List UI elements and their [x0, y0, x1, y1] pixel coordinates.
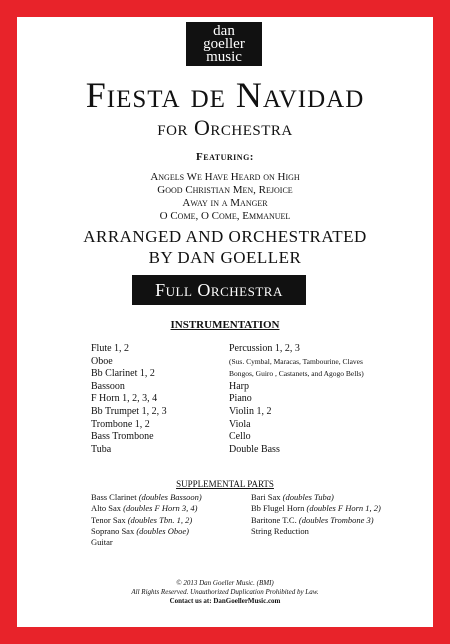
supplemental-item: [91, 526, 202, 537]
instrument-list-left: [91, 343, 167, 456]
percussion-detail: (Sus. Cymbal, Maracas, Tambourine, Claves: [229, 356, 363, 366]
supplemental-item: [251, 526, 381, 537]
part-name: Bass Clarinet: [91, 492, 137, 502]
instrument-item: Harp: [229, 380, 249, 392]
instrument-item: Trombone 1, 2: [91, 418, 150, 430]
rights-line: All Rights Reserved. Unauthorized Duplication Prohibited by Law.: [131, 588, 319, 596]
song-item: Good Christian Men, Rejoice: [157, 184, 293, 196]
instrument-item: F Horn 1, 2, 3, 4: [91, 393, 158, 405]
part-name: Baritone T.C.: [251, 514, 297, 525]
cover-page: [17, 17, 433, 627]
instrument-item: Viola: [229, 418, 251, 430]
part-note: (doubles F Horn 1, 2): [306, 503, 381, 514]
song-item: Angels We Have Heard on High: [150, 171, 300, 183]
supplemental-item: [251, 515, 381, 526]
supplemental-item: [251, 492, 381, 503]
instrument-item: Percussion 1, 2, 3: [229, 343, 300, 354]
part-name: Tenor Sax: [91, 514, 126, 525]
page-title: Fiesta de Navidad: [85, 75, 365, 115]
part-name: Bari Sax: [251, 492, 281, 502]
supplemental-item: [91, 537, 202, 548]
part-note: (doubles F Horn 3, 4): [123, 503, 198, 514]
publisher-logo: [186, 22, 262, 66]
part-note: (doubles Bassoon): [138, 492, 202, 502]
instrument-item: Violin 1, 2: [229, 405, 272, 417]
part-name: Guitar: [91, 537, 113, 548]
instrument-item: Double Bass: [229, 443, 280, 455]
instrument-item: Piano: [229, 393, 252, 405]
part-note: (doubles Tuba): [282, 492, 334, 502]
instrument-item: Bassoon: [91, 380, 125, 392]
instrument-item: Tuba: [91, 443, 112, 455]
page-subtitle: for Orchestra: [157, 115, 293, 140]
supplemental-item: [91, 492, 202, 503]
supplemental-heading: SUPPLEMENTAL PARTS: [176, 479, 274, 489]
supplemental-item: [91, 515, 202, 526]
part-note: (doubles Tbn. 1, 2): [127, 514, 193, 525]
instrument-item: Oboe: [91, 355, 113, 367]
supplemental-item: [251, 503, 381, 514]
part-name: String Reduction: [251, 525, 309, 536]
instrumentation-heading: INSTRUMENTATION: [170, 319, 280, 331]
logo-line-1: dan: [213, 23, 235, 39]
part-name: Bb Flugel Horn: [251, 503, 305, 514]
part-name: Alto Sax: [91, 503, 121, 514]
song-item: O Come, O Come, Emmanuel: [159, 210, 291, 222]
supplemental-item: [91, 503, 202, 514]
supplemental-list-left: [91, 492, 202, 548]
part-note: (doubles Oboe): [136, 525, 189, 536]
footer: [17, 579, 433, 606]
instrument-list-right: [229, 343, 364, 456]
edition-badge: Full Orchestra: [132, 275, 306, 305]
arranger-credit: [17, 226, 433, 268]
arranger-line-1: ARRANGED AND ORCHESTRATED: [83, 227, 367, 246]
instrument-item: Bb Clarinet 1, 2: [91, 368, 155, 380]
instrument-item: Flute 1, 2: [91, 343, 130, 354]
instrument-item: Cello: [229, 431, 251, 443]
logo-line-2: goeller: [203, 36, 245, 52]
song-list: [17, 171, 433, 223]
contact-line: Contact us at: DanGoellerMusic.com: [169, 597, 281, 605]
part-name: Soprano Sax: [91, 525, 135, 536]
featuring-label: Featuring:: [196, 151, 254, 163]
instrument-item: Bass Trombone: [91, 431, 154, 443]
supplemental-list-right: [251, 492, 381, 537]
logo-line-3: music: [206, 49, 242, 65]
arranger-line-2: BY DAN GOELLER: [148, 248, 302, 267]
song-item: Away in a Manger: [182, 197, 268, 209]
copyright-line: © 2013 Dan Goeller Music. (BMI): [176, 579, 274, 587]
percussion-detail: Bongos, Guiro , Castanets, and Agogo Bells): [229, 369, 364, 379]
part-note: (doubles Trombone 3): [298, 514, 374, 525]
instrument-item: Bb Trumpet 1, 2, 3: [91, 405, 167, 417]
